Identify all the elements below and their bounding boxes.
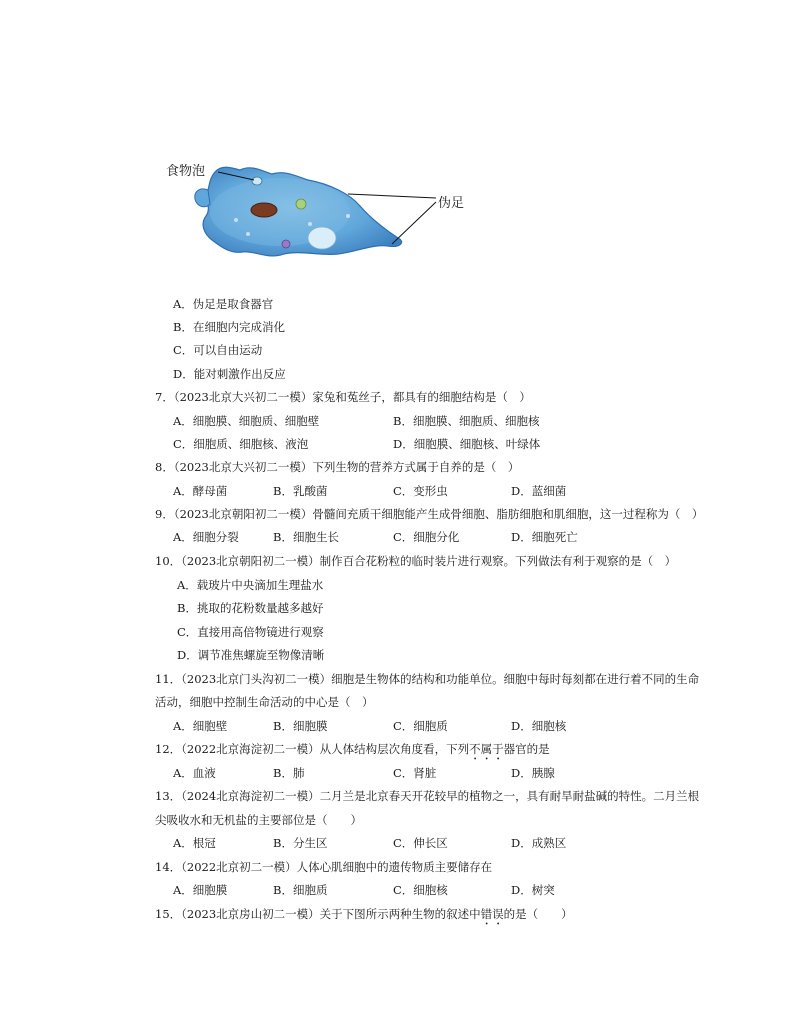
q8-options-row xyxy=(173,483,733,499)
q12-option-a: A．血液 xyxy=(173,766,216,780)
q15-stem-part-a: 15．（2023北京房山初二一模）关于下图所示两种生物的叙述中 xyxy=(155,907,481,921)
pseudopod-pointer-upper xyxy=(348,194,436,198)
q14-option-b: B．细胞质 xyxy=(273,883,328,897)
q7-options-row-2 xyxy=(173,436,733,452)
q6-option-c: C．可以自由运动 xyxy=(173,343,263,357)
amoeba-food-vacuole xyxy=(252,177,262,185)
q13-options-row xyxy=(173,835,733,851)
q12-option-c: C．肾脏 xyxy=(393,766,437,780)
q14-stem: 14．（2022北京初二一模）人体心肌细胞中的遗传物质主要储存在 xyxy=(155,860,493,874)
amoeba-granule xyxy=(346,214,350,218)
q12-stem-emphasis: 不属于 xyxy=(469,742,504,756)
q11-stem-line-2: 活动，细胞中控制生命活动的中心是（ ） xyxy=(155,695,374,709)
q8-option-c: C．变形虫 xyxy=(393,484,448,498)
amoeba-figure xyxy=(160,150,490,260)
q13-option-c: C．伸长区 xyxy=(393,836,448,850)
q12-stem-part-b: 器官的是 xyxy=(503,742,550,756)
q9-options-row xyxy=(173,529,733,545)
q8-stem: 8．（2023北京大兴初二一模）下列生物的营养方式属于自养的是（ ） xyxy=(155,460,520,474)
q7-options-row-1 xyxy=(173,413,733,429)
q14-options-row xyxy=(173,882,733,898)
amoeba-vacuole-purple xyxy=(282,240,290,248)
q6-option-d: D．能对刺激作出反应 xyxy=(173,367,286,381)
q11-option-c: C．细胞质 xyxy=(393,719,448,733)
amoeba-vacuole-small xyxy=(296,199,306,209)
amoeba-contractile-vacuole xyxy=(308,227,336,249)
q10-option-c: C．直接用高倍物镜进行观察 xyxy=(177,625,324,639)
q13-stem-line-1: 13．（2024北京海淀初二一模）二月兰是北京春天开花较早的植物之一，具有耐旱耐盐碱的特性。二月兰根 xyxy=(155,789,700,803)
q14-option-a: A．细胞膜 xyxy=(173,883,228,897)
q13-stem-line-2: 尖吸收水和无机盐的主要部位是（ ） xyxy=(155,813,362,827)
q6-option-a: A．伪足是取食器官 xyxy=(173,297,274,311)
q11-option-b: B．细胞膜 xyxy=(273,719,328,733)
q12-options-row xyxy=(173,765,733,781)
q10-option-a: A．载玻片中央滴加生理盐水 xyxy=(177,578,324,592)
q7-stem: 7．（2023北京大兴初二一模）家兔和菟丝子，都具有的细胞结构是（ ） xyxy=(155,390,531,404)
q12-stem-part-a: 12．（2022北京海淀初二一模）从人体结构层次角度看，下列 xyxy=(155,742,470,756)
food-vacuole-label: 食物泡 xyxy=(166,164,206,179)
amoeba-nucleus xyxy=(251,203,277,217)
q13-option-a: A．根冠 xyxy=(173,836,216,850)
q13-option-d: D．成熟区 xyxy=(511,836,567,850)
amoeba-granule xyxy=(308,222,312,226)
q13-option-b: B．分生区 xyxy=(273,836,328,850)
q8-option-b: B．乳酸菌 xyxy=(273,484,328,498)
q12-option-b: B．肺 xyxy=(273,766,305,780)
q9-stem: 9．（2023北京朝阳初二一模）骨髓间充质干细胞能产生成骨细胞、脂肪细胞和肌细胞，这一过程称为（ ） xyxy=(155,507,704,521)
amoeba-pseudopod-left xyxy=(195,189,210,207)
q9-option-b: B．细胞生长 xyxy=(273,530,339,544)
q8-option-a: A．酵母菌 xyxy=(173,484,228,498)
q14-option-d: D．树突 xyxy=(511,883,555,897)
q7-option-d: D．细胞膜、细胞核、叶绿体 xyxy=(393,437,541,451)
q11-option-a: A．细胞壁 xyxy=(173,719,228,733)
amoeba-granule xyxy=(234,218,238,222)
q9-option-c: C．细胞分化 xyxy=(393,530,460,544)
q8-option-d: D．蓝细菌 xyxy=(511,484,567,498)
q11-option-d: D．细胞核 xyxy=(511,719,567,733)
q10-option-d: D．调节准焦螺旋至物像清晰 xyxy=(177,648,325,662)
q7-option-c: C．细胞质、细胞核、液泡 xyxy=(173,437,309,451)
q15-stem-emphasis: 错误 xyxy=(480,907,504,921)
q11-options-row xyxy=(173,718,733,734)
q9-option-d: D．细胞死亡 xyxy=(511,530,578,544)
amoeba-granule xyxy=(246,232,250,236)
q12-option-d: D．胰腺 xyxy=(511,766,555,780)
q9-option-a: A．细胞分裂 xyxy=(173,530,239,544)
q10-stem: 10．（2023北京朝阳初二一模）制作百合花粉粒的临时装片进行观察。下列做法有利于观察的是（ ） xyxy=(155,554,677,568)
q15-stem-part-b: 的是（ ） xyxy=(503,907,573,921)
q14-option-c: C．细胞核 xyxy=(393,883,448,897)
q7-option-a: A．细胞膜、细胞质、细胞壁 xyxy=(173,414,320,428)
q12-stem xyxy=(155,741,550,763)
q11-stem-line-1: 11．（2023北京门头沟初二一模）细胞是生物体的结构和功能单位。细胞中每时每刻都在进行着不同的生命 xyxy=(155,672,700,686)
pseudopod-pointer-lower xyxy=(392,202,436,244)
q10-option-b: B．挑取的花粉数量越多越好 xyxy=(177,601,324,615)
q15-stem xyxy=(155,906,573,928)
q7-option-b: B．细胞膜、细胞质、细胞核 xyxy=(393,414,540,428)
q6-option-b: B．在细胞内完成消化 xyxy=(173,320,285,334)
pseudopod-label: 伪足 xyxy=(438,196,465,211)
